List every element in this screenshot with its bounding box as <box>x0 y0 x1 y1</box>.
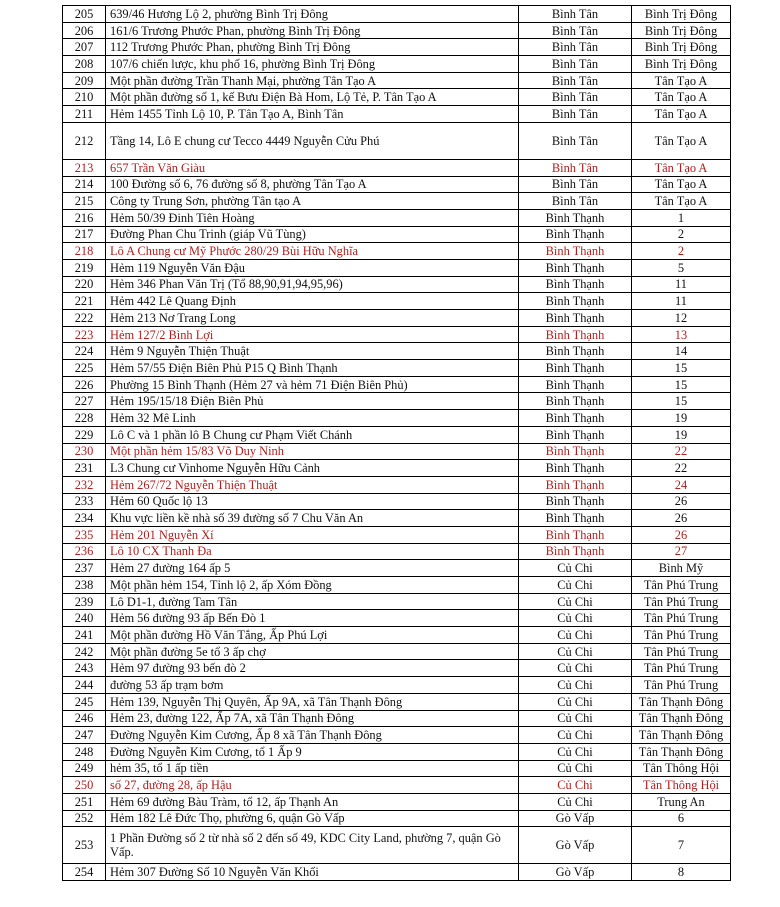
district-cell: Bình Tân <box>519 39 632 56</box>
district-cell: Bình Thạnh <box>519 259 632 276</box>
address-cell: Một phần hẻm 15/83 Võ Duy Ninh <box>106 443 519 460</box>
table-row <box>63 276 731 293</box>
ward-cell: 26 <box>632 526 731 543</box>
district-cell: Củ Chi <box>519 577 632 594</box>
row-number-cell: 232 <box>63 476 106 493</box>
address-cell: Lô A Chung cư Mỹ Phước 280/29 Bùi Hữu Nghĩa <box>106 243 519 260</box>
ward-cell: Tân Phú Trung <box>632 643 731 660</box>
address-cell: Hẻm 139, Nguyễn Thị Quyên, Ấp 9A, xã Tân Thạnh Đông <box>106 693 519 710</box>
ward-cell: Tân Phú Trung <box>632 593 731 610</box>
ward-cell: 13 <box>632 326 731 343</box>
address-cell: 657 Trần Văn Giàu <box>106 159 519 176</box>
district-cell: Củ Chi <box>519 627 632 644</box>
district-cell: Bình Thạnh <box>519 360 632 377</box>
district-cell: Bình Tân <box>519 56 632 73</box>
ward-cell: Tân Phú Trung <box>632 627 731 644</box>
row-number-cell: 222 <box>63 310 106 327</box>
table-row <box>63 577 731 594</box>
address-cell: Hẻm 127/2 Bình Lợi <box>106 326 519 343</box>
district-cell: Củ Chi <box>519 593 632 610</box>
district-cell: Bình Thạnh <box>519 209 632 226</box>
district-cell: Bình Thạnh <box>519 226 632 243</box>
address-cell: đường 53 ấp trạm bơm <box>106 677 519 694</box>
row-number-cell: 225 <box>63 360 106 377</box>
row-number-cell: 240 <box>63 610 106 627</box>
ward-cell: 22 <box>632 460 731 477</box>
address-cell: Một phần đường Hồ Văn Tắng, Ấp Phú Lợi <box>106 627 519 644</box>
district-cell: Củ Chi <box>519 610 632 627</box>
ward-cell: Tân Tạo A <box>632 122 731 159</box>
address-table-body <box>63 6 731 881</box>
table-row <box>63 209 731 226</box>
row-number-cell: 219 <box>63 259 106 276</box>
district-cell: Củ Chi <box>519 710 632 727</box>
district-cell: Củ Chi <box>519 560 632 577</box>
district-cell: Bình Thạnh <box>519 376 632 393</box>
row-number-cell: 230 <box>63 443 106 460</box>
table-row <box>63 760 731 777</box>
table-row <box>63 460 731 477</box>
ward-cell: Tân Phú Trung <box>632 577 731 594</box>
ward-cell: Bình Mỹ <box>632 560 731 577</box>
table-row <box>63 793 731 810</box>
table-row <box>63 493 731 510</box>
district-cell: Bình Tân <box>519 22 632 39</box>
table-row <box>63 56 731 73</box>
district-cell: Bình Thạnh <box>519 443 632 460</box>
ward-cell: 7 <box>632 827 731 864</box>
address-cell: Một phần hẻm 154, Tỉnh lộ 2, ấp Xóm Đồng <box>106 577 519 594</box>
row-number-cell: 243 <box>63 660 106 677</box>
table-row <box>63 864 731 881</box>
ward-cell: Tân Tạo A <box>632 106 731 123</box>
address-cell: số 27, đường 28, ấp Hậu <box>106 777 519 794</box>
table-row <box>63 510 731 527</box>
row-number-cell: 248 <box>63 743 106 760</box>
row-number-cell: 229 <box>63 426 106 443</box>
ward-cell: Tân Thông Hội <box>632 777 731 794</box>
address-cell: 100 Đường số 6, 76 đường số 8, phường Tân Tạo A <box>106 176 519 193</box>
ward-cell: 8 <box>632 864 731 881</box>
district-cell: Bình Thạnh <box>519 243 632 260</box>
district-cell: Bình Tân <box>519 193 632 210</box>
table-row <box>63 627 731 644</box>
address-cell: Một phần đường số 1, kế Bưu Điện Bà Hom, Lộ Tẻ, P. Tân Tạo A <box>106 89 519 106</box>
table-row <box>63 243 731 260</box>
table-row <box>63 159 731 176</box>
address-cell: Hẻm 346 Phan Văn Trị (Tổ 88,90,91,94,95,96) <box>106 276 519 293</box>
row-number-cell: 208 <box>63 56 106 73</box>
table-row <box>63 476 731 493</box>
address-cell: Hẻm 32 Mê Linh <box>106 410 519 427</box>
district-cell: Bình Thạnh <box>519 476 632 493</box>
table-row <box>63 310 731 327</box>
district-cell: Bình Tân <box>519 159 632 176</box>
address-cell: Lô 10 CX Thanh Đa <box>106 543 519 560</box>
row-number-cell: 237 <box>63 560 106 577</box>
table-row <box>63 643 731 660</box>
district-cell: Bình Tân <box>519 72 632 89</box>
district-cell: Bình Thạnh <box>519 293 632 310</box>
row-number-cell: 227 <box>63 393 106 410</box>
table-row <box>63 693 731 710</box>
district-cell: Bình Tân <box>519 122 632 159</box>
address-cell: 1 Phần Đường số 2 từ nhà số 2 đến số 49, KDC City Land, phường 7, quận Gò Vấp. <box>106 827 519 864</box>
row-number-cell: 252 <box>63 810 106 827</box>
ward-cell: 2 <box>632 243 731 260</box>
row-number-cell: 249 <box>63 760 106 777</box>
address-cell: 112 Trương Phước Phan, phường Bình Trị Đông <box>106 39 519 56</box>
table-row <box>63 72 731 89</box>
ward-cell: 24 <box>632 476 731 493</box>
address-cell: 107/6 chiến lược, khu phố 16, phường Bình Trị Đông <box>106 56 519 73</box>
ward-cell: 26 <box>632 510 731 527</box>
row-number-cell: 253 <box>63 827 106 864</box>
ward-cell: Trung An <box>632 793 731 810</box>
row-number-cell: 213 <box>63 159 106 176</box>
district-cell: Bình Tân <box>519 89 632 106</box>
ward-cell: Tân Phú Trung <box>632 610 731 627</box>
ward-cell: Tân Tạo A <box>632 159 731 176</box>
row-number-cell: 239 <box>63 593 106 610</box>
address-cell: Hẻm 57/55 Điện Biên Phủ P15 Q Bình Thạnh <box>106 360 519 377</box>
table-row <box>63 593 731 610</box>
row-number-cell: 250 <box>63 777 106 794</box>
address-cell: Lô C và 1 phần lô B Chung cư Phạm Viết Chánh <box>106 426 519 443</box>
table-row <box>63 376 731 393</box>
ward-cell: 6 <box>632 810 731 827</box>
row-number-cell: 209 <box>63 72 106 89</box>
row-number-cell: 215 <box>63 193 106 210</box>
row-number-cell: 210 <box>63 89 106 106</box>
address-cell: Lô D1-1, đường Tam Tân <box>106 593 519 610</box>
district-cell: Bình Thạnh <box>519 426 632 443</box>
address-cell: Hẻm 60 Quốc lộ 13 <box>106 493 519 510</box>
district-cell: Bình Thạnh <box>519 460 632 477</box>
district-cell: Củ Chi <box>519 760 632 777</box>
address-cell: Hẻm 201 Nguyễn Xí <box>106 526 519 543</box>
ward-cell: Tân Tạo A <box>632 89 731 106</box>
row-number-cell: 235 <box>63 526 106 543</box>
district-cell: Bình Thạnh <box>519 543 632 560</box>
table-row <box>63 777 731 794</box>
address-cell: Hẻm 56 đường 93 ấp Bến Đò 1 <box>106 610 519 627</box>
district-cell: Bình Tân <box>519 176 632 193</box>
ward-cell: 14 <box>632 343 731 360</box>
table-row <box>63 326 731 343</box>
ward-cell: 15 <box>632 360 731 377</box>
ward-cell: Tân Thạnh Đông <box>632 710 731 727</box>
address-cell: Hẻm 442 Lê Quang Định <box>106 293 519 310</box>
row-number-cell: 233 <box>63 493 106 510</box>
district-cell: Củ Chi <box>519 643 632 660</box>
row-number-cell: 224 <box>63 343 106 360</box>
ward-cell: Tân Tạo A <box>632 72 731 89</box>
row-number-cell: 244 <box>63 677 106 694</box>
row-number-cell: 221 <box>63 293 106 310</box>
table-row <box>63 677 731 694</box>
ward-cell: Tân Thạnh Đông <box>632 727 731 744</box>
address-cell: 161/6 Trương Phước Phan, phường Bình Trị Đông <box>106 22 519 39</box>
district-cell: Gò Vấp <box>519 810 632 827</box>
table-row <box>63 393 731 410</box>
address-cell: Đường Nguyễn Kim Cương, tổ 1 Ấp 9 <box>106 743 519 760</box>
table-row <box>63 526 731 543</box>
table-row <box>63 710 731 727</box>
row-number-cell: 241 <box>63 627 106 644</box>
address-cell: Hẻm 267/72 Nguyễn Thiện Thuật <box>106 476 519 493</box>
table-row <box>63 560 731 577</box>
district-cell: Củ Chi <box>519 727 632 744</box>
ward-cell: Bình Trị Đông <box>632 56 731 73</box>
ward-cell: 19 <box>632 426 731 443</box>
district-cell: Bình Tân <box>519 106 632 123</box>
address-cell: Khu vực liền kề nhà số 39 đường số 7 Chu Văn An <box>106 510 519 527</box>
address-cell: Một phần đường Trần Thanh Mại, phường Tân Tạo A <box>106 72 519 89</box>
row-number-cell: 254 <box>63 864 106 881</box>
row-number-cell: 242 <box>63 643 106 660</box>
row-number-cell: 220 <box>63 276 106 293</box>
table-row <box>63 259 731 276</box>
ward-cell: Tân Thạnh Đông <box>632 743 731 760</box>
table-row <box>63 6 731 23</box>
address-cell: Tầng 14, Lô E chung cư Tecco 4449 Nguyễn Cửu Phú <box>106 122 519 159</box>
ward-cell: 12 <box>632 310 731 327</box>
district-cell: Củ Chi <box>519 660 632 677</box>
table-row <box>63 410 731 427</box>
district-cell: Củ Chi <box>519 743 632 760</box>
ward-cell: 11 <box>632 276 731 293</box>
ward-cell: Bình Trị Đông <box>632 6 731 23</box>
address-cell: Hẻm 307 Đường Số 10 Nguyễn Văn Khối <box>106 864 519 881</box>
ward-cell: Tân Thạnh Đông <box>632 693 731 710</box>
district-cell: Củ Chi <box>519 793 632 810</box>
row-number-cell: 246 <box>63 710 106 727</box>
address-cell: Công ty Trung Sơn, phường Tân tạo A <box>106 193 519 210</box>
row-number-cell: 207 <box>63 39 106 56</box>
district-cell: Gò Vấp <box>519 827 632 864</box>
row-number-cell: 211 <box>63 106 106 123</box>
address-cell: Hẻm 97 đường 93 bến đò 2 <box>106 660 519 677</box>
address-cell: L3 Chung cư Vinhome Nguyễn Hữu Cảnh <box>106 460 519 477</box>
district-cell: Bình Thạnh <box>519 343 632 360</box>
row-number-cell: 218 <box>63 243 106 260</box>
district-cell: Bình Thạnh <box>519 310 632 327</box>
table-row <box>63 293 731 310</box>
row-number-cell: 216 <box>63 209 106 226</box>
address-cell: Hẻm 23, đường 122, Ấp 7A, xã Tân Thạnh Đông <box>106 710 519 727</box>
table-row <box>63 426 731 443</box>
table-row <box>63 122 731 159</box>
address-cell: Hẻm 213 Nơ Trang Long <box>106 310 519 327</box>
district-cell: Bình Thạnh <box>519 410 632 427</box>
address-cell: Hẻm 119 Nguyễn Văn Đậu <box>106 259 519 276</box>
district-cell: Bình Thạnh <box>519 276 632 293</box>
address-cell: Hẻm 27 đường 164 ấp 5 <box>106 560 519 577</box>
ward-cell: 26 <box>632 493 731 510</box>
ward-cell: Bình Trị Đông <box>632 39 731 56</box>
row-number-cell: 236 <box>63 543 106 560</box>
address-cell: Hẻm 69 đường Bàu Tràm, tổ 12, ấp Thạnh An <box>106 793 519 810</box>
ward-cell: Tân Phú Trung <box>632 677 731 694</box>
ward-cell: Tân Tạo A <box>632 193 731 210</box>
ward-cell: 5 <box>632 259 731 276</box>
district-cell: Bình Thạnh <box>519 510 632 527</box>
row-number-cell: 206 <box>63 22 106 39</box>
table-row <box>63 727 731 744</box>
row-number-cell: 212 <box>63 122 106 159</box>
ward-cell: 15 <box>632 376 731 393</box>
table-row <box>63 193 731 210</box>
table-row <box>63 106 731 123</box>
district-cell: Bình Thạnh <box>519 526 632 543</box>
address-table <box>62 5 731 881</box>
address-cell: Hẻm 1455 Tỉnh Lộ 10, P. Tân Tạo A, Bình Tân <box>106 106 519 123</box>
table-row <box>63 176 731 193</box>
address-cell: Đường Phan Chu Trinh (giáp Vũ Tùng) <box>106 226 519 243</box>
table-row <box>63 810 731 827</box>
address-cell: Phường 15 Bình Thạnh (Hẻm 27 và hẻm 71 Điện Biên Phủ) <box>106 376 519 393</box>
table-row <box>63 660 731 677</box>
district-cell: Bình Thạnh <box>519 326 632 343</box>
address-cell: Đường Nguyễn Kim Cương, Ấp 8 xã Tân Thạnh Đông <box>106 727 519 744</box>
row-number-cell: 223 <box>63 326 106 343</box>
district-cell: Gò Vấp <box>519 864 632 881</box>
ward-cell: 22 <box>632 443 731 460</box>
row-number-cell: 251 <box>63 793 106 810</box>
address-cell: Một phần đường 5e tổ 3 ấp chợ <box>106 643 519 660</box>
address-cell: Hẻm 195/15/18 Điện Biên Phủ <box>106 393 519 410</box>
ward-cell: 11 <box>632 293 731 310</box>
district-cell: Bình Thạnh <box>519 493 632 510</box>
ward-cell: 15 <box>632 393 731 410</box>
district-cell: Bình Tân <box>519 6 632 23</box>
table-row <box>63 360 731 377</box>
row-number-cell: 231 <box>63 460 106 477</box>
table-row <box>63 827 731 864</box>
ward-cell: Bình Trị Đông <box>632 22 731 39</box>
table-row <box>63 226 731 243</box>
row-number-cell: 214 <box>63 176 106 193</box>
ward-cell: Tân Phú Trung <box>632 660 731 677</box>
address-cell: Hẻm 9 Nguyễn Thiện Thuật <box>106 343 519 360</box>
address-cell: 639/46 Hương Lộ 2, phường Bình Trị Đông <box>106 6 519 23</box>
ward-cell: 1 <box>632 209 731 226</box>
row-number-cell: 217 <box>63 226 106 243</box>
ward-cell: Tân Thông Hội <box>632 760 731 777</box>
row-number-cell: 234 <box>63 510 106 527</box>
ward-cell: 19 <box>632 410 731 427</box>
table-row <box>63 89 731 106</box>
district-cell: Bình Thạnh <box>519 393 632 410</box>
table-row <box>63 743 731 760</box>
row-number-cell: 245 <box>63 693 106 710</box>
table-row <box>63 22 731 39</box>
address-cell: hẻm 35, tổ 1 ấp tiền <box>106 760 519 777</box>
table-row <box>63 39 731 56</box>
ward-cell: Tân Tạo A <box>632 176 731 193</box>
row-number-cell: 228 <box>63 410 106 427</box>
ward-cell: 27 <box>632 543 731 560</box>
row-number-cell: 238 <box>63 577 106 594</box>
district-cell: Củ Chi <box>519 777 632 794</box>
row-number-cell: 247 <box>63 727 106 744</box>
district-cell: Củ Chi <box>519 677 632 694</box>
row-number-cell: 205 <box>63 6 106 23</box>
ward-cell: 2 <box>632 226 731 243</box>
address-cell: Hẻm 50/39 Đinh Tiên Hoàng <box>106 209 519 226</box>
district-cell: Củ Chi <box>519 693 632 710</box>
table-row <box>63 543 731 560</box>
address-cell: Hẻm 182 Lê Đức Thọ, phường 6, quận Gò Vấp <box>106 810 519 827</box>
table-row <box>63 443 731 460</box>
table-row <box>63 343 731 360</box>
row-number-cell: 226 <box>63 376 106 393</box>
table-row <box>63 610 731 627</box>
